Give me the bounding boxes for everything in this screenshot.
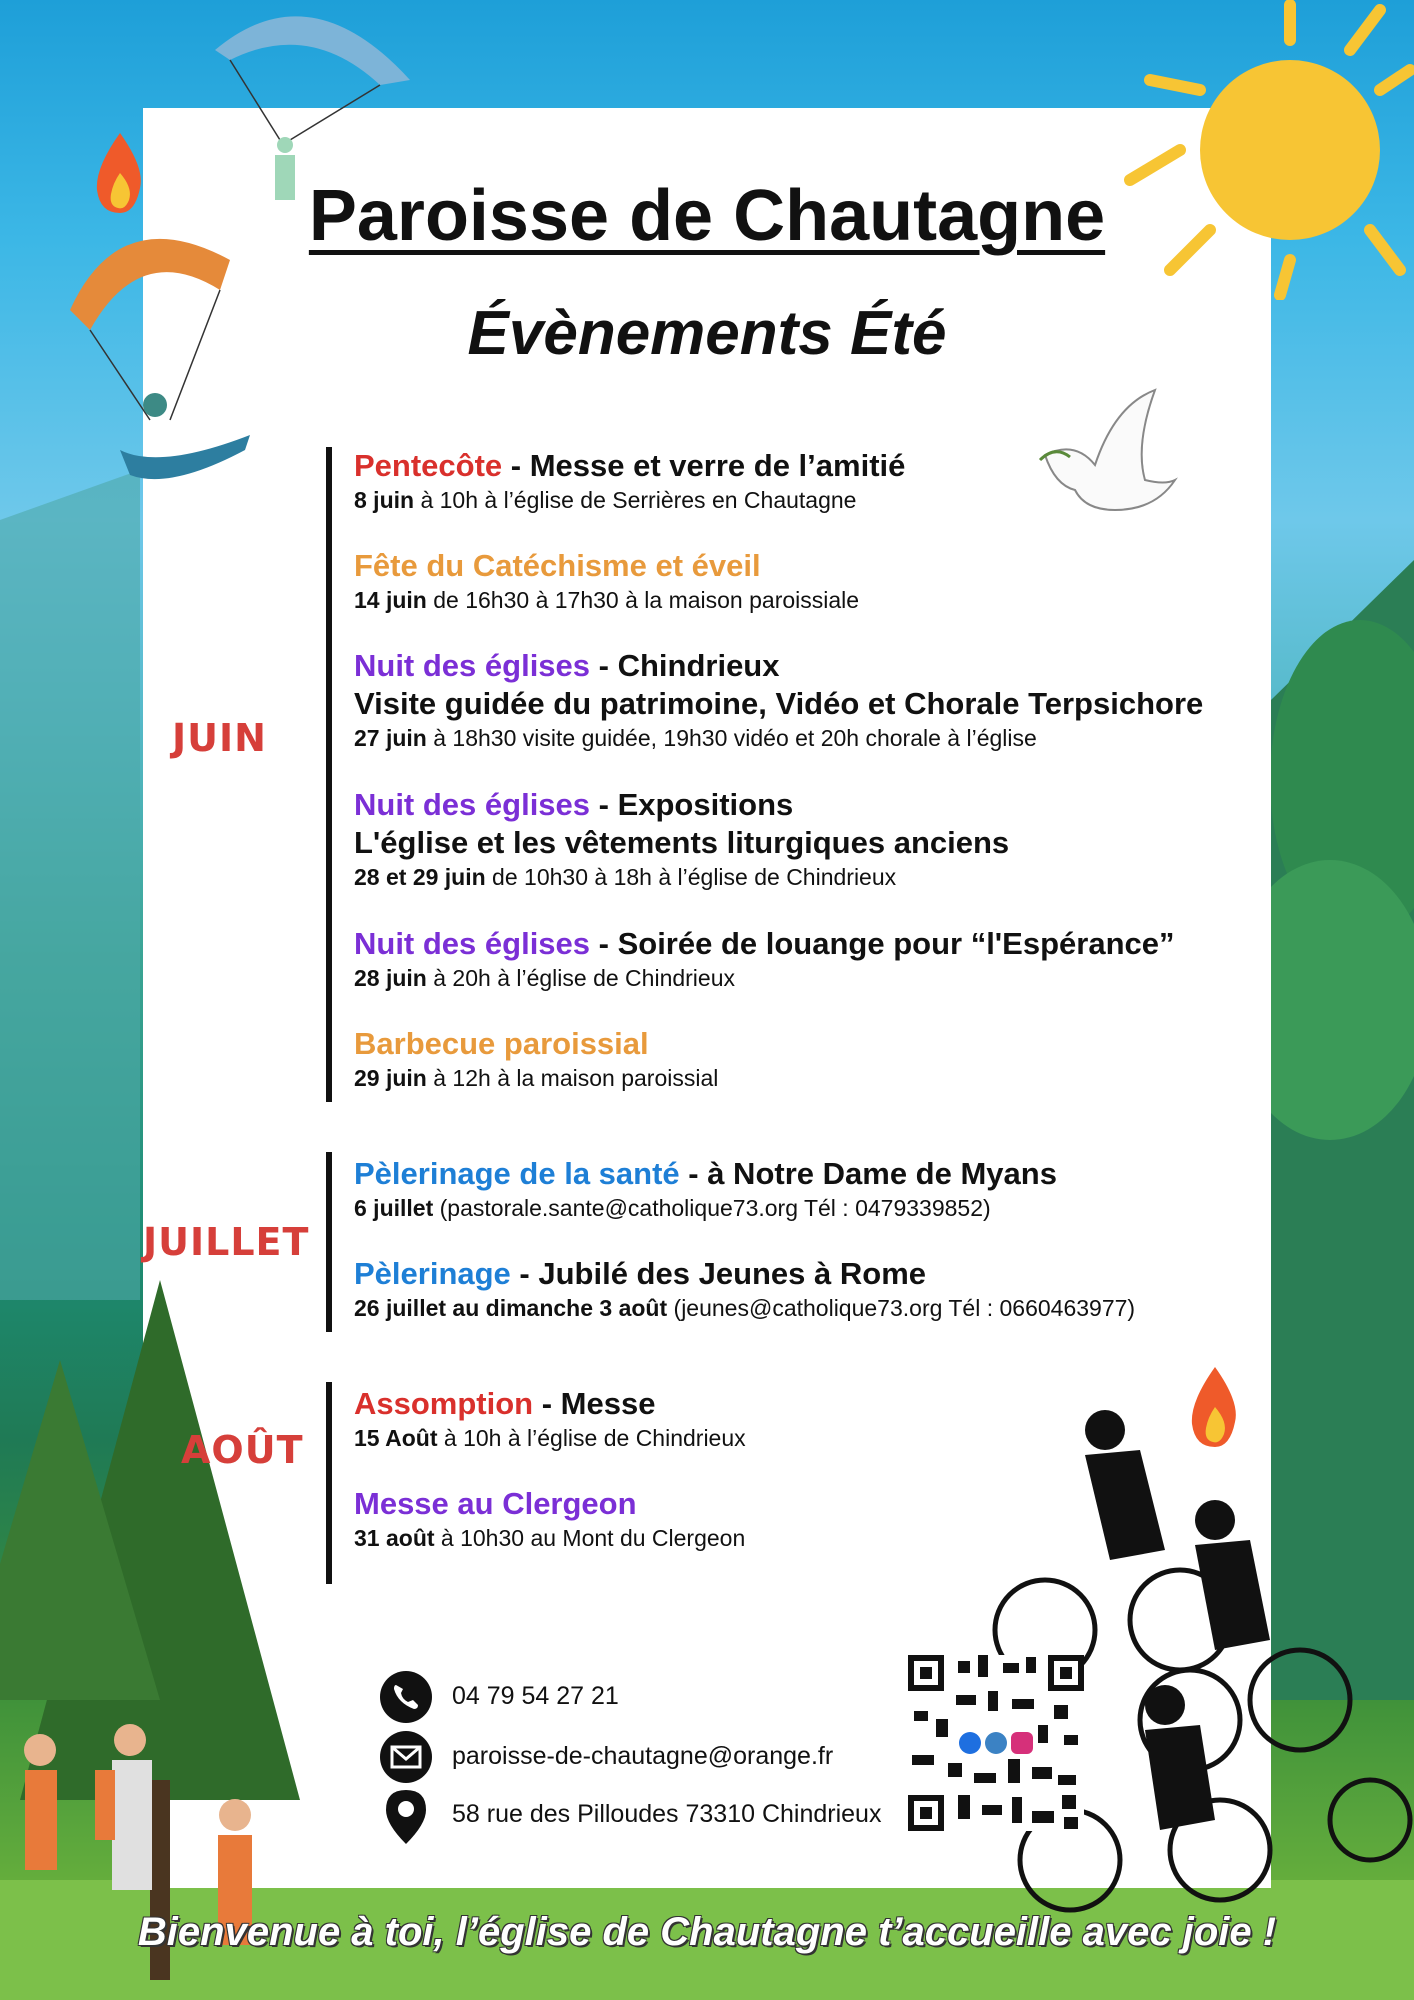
location-pin-icon	[384, 1788, 428, 1846]
contact-email: paroisse-de-chautagne@orange.fr	[452, 1742, 834, 1770]
event-catechisme: Fête du Catéchisme et éveil 14 juin de 16h30 à 17h30 à la maison paroissiale	[354, 548, 860, 613]
event-pentecote: Pentecôte - Messe et verre de l’amitié 8 juin à 10h à l’église de Serrières en Chautagne	[354, 448, 906, 513]
footer-tagline: Bienvenue à toi, l’église de Chautagne t’accueille avec joie !	[137, 1910, 1277, 1954]
mail-icon	[380, 1731, 432, 1783]
event-nuit-louange: Nuit des églises - Soirée de louange pour “l'Espérance” 28 juin à 20h à l’église de Chindrieux	[354, 926, 1175, 991]
page-title: Paroisse de Chautagne	[308, 176, 1106, 256]
event-nuit-expositions: Nuit des églises - Expositions L'église et les vêtements liturgiques anciens 28 et 29 juin de 10h30 à 18h à l’église de Chindrieux	[354, 787, 1010, 890]
hikers-icon	[0, 1720, 320, 2000]
event-nuit-chindrieux: Nuit des églises - Chindrieux Visite guidée du patrimoine, Vidéo et Chorale Terpsichore 27 juin à 18h30 visite guidée, 19h30 vidéo et 20h chorale à l’église	[354, 648, 1204, 751]
page-subtitle: Évènements Été	[467, 299, 947, 368]
contact-address: 58 rue des Pilloudes 73310 Chindrieux	[452, 1800, 882, 1828]
timeline-line-june	[326, 447, 332, 1102]
contact-phone: 04 79 54 27 21	[452, 1682, 619, 1710]
month-label-july: JUILLET	[143, 1220, 310, 1264]
event-pelerinage-sante: Pèlerinage de la santé - à Notre Dame de Myans 6 juillet (pastorale.sante@catholique73.org Tél : 0479339852)	[354, 1156, 1057, 1221]
timeline-line-august	[326, 1382, 332, 1584]
timeline-line-july	[326, 1152, 332, 1332]
month-label-august: AOÛT	[181, 1428, 304, 1472]
event-pelerinage-jubile: Pèlerinage - Jubilé des Jeunes à Rome 26 juillet au dimanche 3 août (jeunes@catholique73.org Tél : 0660463977)	[354, 1256, 1136, 1321]
paraglider-icon-2	[60, 220, 260, 520]
event-barbecue: Barbecue paroissial 29 juin à 12h à la maison paroissial	[354, 1026, 719, 1091]
event-clergeon: Messe au Clergeon 31 août à 10h30 au Mont du Clergeon	[354, 1486, 746, 1551]
qr-code-icon[interactable]	[908, 1655, 1084, 1831]
phone-icon	[380, 1671, 432, 1723]
month-label-june: JUIN	[172, 716, 267, 760]
event-assomption: Assomption - Messe 15 Août à 10h à l’église de Chindrieux	[354, 1386, 746, 1451]
